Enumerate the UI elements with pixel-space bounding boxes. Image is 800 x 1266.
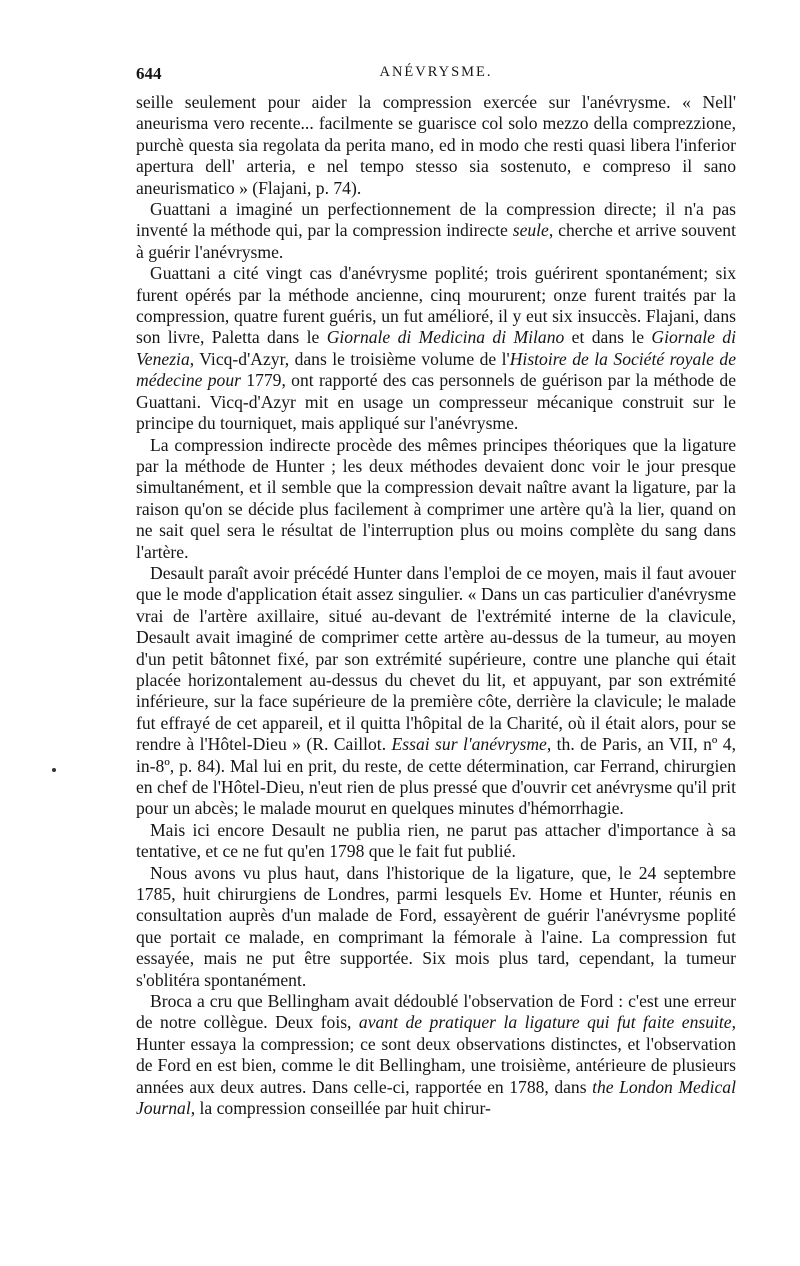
italic-text: the London Medical Journal xyxy=(136,1076,736,1119)
book-page xyxy=(136,64,736,1120)
text-run: Guattani a imaginé un perfectionnement de la compression directe; il n'a pas inventé la méthode qui, par la compression indirecte xyxy=(136,199,736,241)
text-run: La compression indirecte procède des mêmes principes théoriques que la ligature par la méthode de Hunter ; les deux méthodes devaient donc voir le jour presque simultanément, et il semble que la compression devait naître avant la ligature, par la raison qu'on se décide plus facilement à comprimer une artère qu'à la lier, quand on ne sait quel sera le résultat de l'interruption plus ou moins complète du sang dans l'artère. xyxy=(136,434,736,562)
text-run: Desault paraît avoir précédé Hunter dans l'emploi de ce moyen, mais il faut avouer que le mode d'application était assez singulier. « Dans un cas particulier d'anévrysme vrai de l'artère axillaire, situé au-devant de l'extrémité interne de la clavicule, Desault avait imaginé de comprimer cette artère au-dessus de la tumeur, au moyen d'un petit bâtonnet fixé, par son extrémité supérieure, contre une planche qui était placée horizontalement au-dessus du chevet du lit, et appuyant, par son extrémité inférieure, sur la face supérieure de la première côte, derrière la clavicule; le malade fut effrayé de cet appareil, et il quitta l'hôpital de la Charité, où il était alors, pour se rendre à l'Hôtel-Dieu » (R. Caillot. xyxy=(136,562,736,755)
text-run: , cherche et arrive souvent à guérir l'anévrysme. xyxy=(136,220,736,262)
paragraph xyxy=(136,199,736,263)
paragraph xyxy=(136,435,736,563)
paragraph xyxy=(136,92,736,199)
text-run: , th. de Paris, an VII, nº 4, in-8º, p. 84). Mal lui en prit, du reste, de cette détermination, car Ferrand, chirurgien en chef de l'Hôtel-Dieu, n'eut rien de plus pressé que d'ouvrir cet anévrysme qu'il prit pour un abcès; le malade mourut en quelques minutes d'hémorrhagie. xyxy=(136,734,736,819)
body-text xyxy=(136,92,736,1120)
paragraph xyxy=(136,991,736,1119)
page-number: 644 xyxy=(136,64,162,83)
italic-text: Giornale di Venezia xyxy=(136,327,736,369)
italic-text: Essai sur l'anévrysme xyxy=(391,734,547,755)
paragraph xyxy=(136,863,736,991)
italic-text: seule xyxy=(512,220,549,241)
text-run: , Vicq-d'Azyr, dans le troisième volume de l' xyxy=(189,348,510,369)
paragraph xyxy=(136,563,736,820)
italic-text: Histoire de la Société royale de médecine pour xyxy=(136,348,737,391)
text-run: , la compression conseillée par huit chirur- xyxy=(190,1098,491,1119)
text-run: Guattani a cité vingt cas d'anévrysme poplité; trois guérirent spontanément; six furent opérés par la méthode ancienne, cinq moururent; onze furent traités par la compression, quatre furent guéris, un fut amélioré, il y eut six insuccès. Flajani, dans son livre, Paletta dans le xyxy=(136,263,736,348)
text-run: et dans le xyxy=(564,327,652,348)
running-title: ANÉVRYSME. xyxy=(379,64,493,80)
text-run: Nous avons vu plus haut, dans l'historique de la ligature, que, le 24 septembre 1785, huit chirurgiens de Londres, parmi lesquels Ev. Home et Hunter, réunis en consultation auprès d'un malade de Ford, essayèrent de guérir l'anévrysme poplité que portait ce malade, en comprimant la fémorale à l'aine. La compression fut essayée, mais ne put être supportée. Six mois plus tard, cependant, la tumeur s'oblitéra spontanément. xyxy=(136,862,736,990)
page-header xyxy=(136,64,736,92)
italic-text: avant de pratiquer la ligature qui fut faite ensuite xyxy=(358,1012,732,1033)
italic-text: Giornale di Medicina di Milano xyxy=(326,327,565,348)
margin-speck xyxy=(52,768,56,772)
text-run: Broca a cru que Bellingham avait dédoublé l'observation de Ford : c'est une erreur de notre collègue. Deux fois, xyxy=(136,991,736,1033)
text-run: Mais ici encore Desault ne publia rien, ne parut pas attacher d'importance à sa tentative, et ce ne fut qu'en 1798 que le fait fut publié. xyxy=(136,819,736,862)
text-run: , Hunter essaya la compression; ce sont deux observations distinctes, et l'observation de Ford en est bien, comme le dit Bellingham, une troisième, antérieure de plusieurs années aux deux autres. Dans celle-ci, rapportée en 1788, dans xyxy=(136,1012,737,1097)
text-run: 1779, ont rapporté des cas personnels de guérison par la méthode de Guattani. Vicq-d'Azyr mit en usage un compresseur mécanique construit sur le principe du tourniquet, mais appliqué sur l'anévrysme. xyxy=(136,370,737,434)
text-run: seille seulement pour aider la compression exercée sur l'anévrysme. « Nell' aneurisma vero recente... facilmente se guarisce col solo mezzo della comprezzione, purchè questa sia regolata da perita mano, ed in modo che resti quasi libera l'inferior apertura dell' arteria, e nel tempo stesso sia sostenuto, e compreso il sano aneurismatico » (Flajani, p. 74). xyxy=(136,92,736,198)
paragraph xyxy=(136,820,736,863)
paragraph xyxy=(136,263,736,434)
